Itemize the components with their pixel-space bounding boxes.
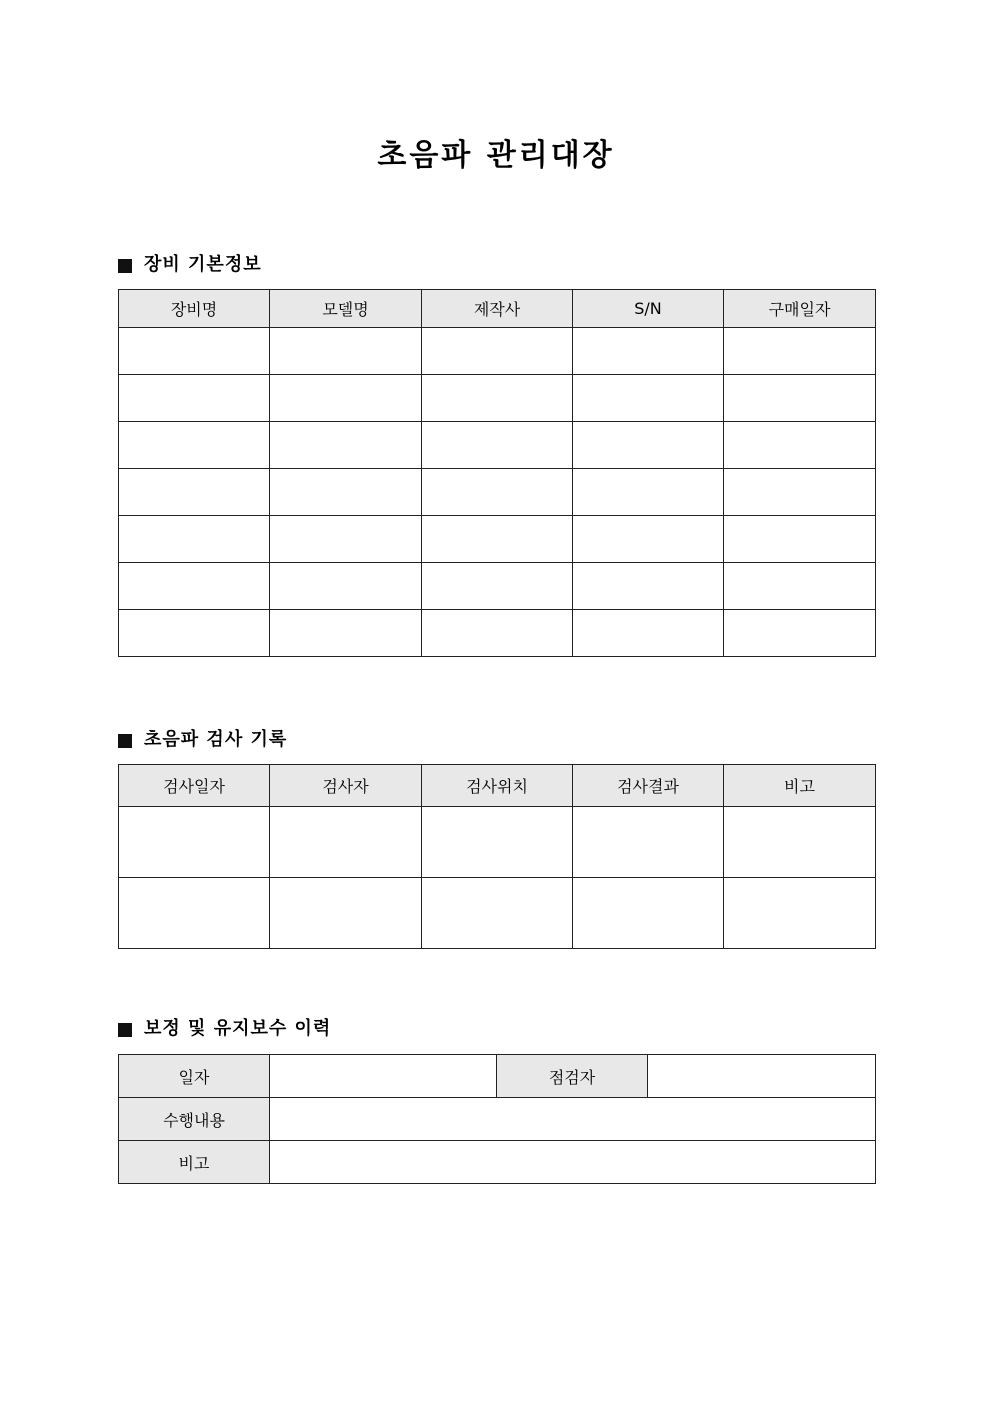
table-cell[interactable] [270, 610, 422, 657]
table-cell[interactable] [119, 878, 270, 949]
column-header-serial-number: S/N [573, 290, 724, 328]
column-header-inspection-result: 검사결과 [573, 765, 724, 807]
column-header-inspector: 검사자 [270, 765, 422, 807]
table-cell[interactable] [119, 807, 270, 878]
table-cell[interactable] [573, 610, 724, 657]
table-row [119, 328, 876, 375]
table-cell[interactable] [119, 516, 270, 563]
work-details-input-cell[interactable] [270, 1098, 876, 1141]
label-inspector: 점검자 [497, 1055, 648, 1098]
table-cell[interactable] [573, 516, 724, 563]
table-row [119, 610, 876, 657]
table-cell[interactable] [422, 563, 573, 610]
table-cell[interactable] [573, 807, 724, 878]
table-cell[interactable] [270, 516, 422, 563]
section-heading-maintenance [118, 1016, 331, 1042]
table-row [119, 375, 876, 422]
table-cell[interactable] [724, 516, 876, 563]
square-bullet-icon [118, 1023, 132, 1037]
table-cell[interactable] [119, 422, 270, 469]
table-cell[interactable] [270, 375, 422, 422]
table-cell[interactable] [270, 878, 422, 949]
table-cell[interactable] [573, 469, 724, 516]
remarks-input-cell[interactable] [270, 1141, 876, 1184]
table-cell[interactable] [119, 469, 270, 516]
table-cell[interactable] [573, 422, 724, 469]
section-heading-label: 초음파 검사 기록 [144, 729, 288, 750]
inspection-table [118, 764, 876, 949]
label-remarks: 비고 [119, 1141, 270, 1184]
table-cell[interactable] [422, 375, 573, 422]
table-row [119, 1141, 876, 1184]
section-heading-label: 장비 기본정보 [144, 254, 262, 275]
column-header-remarks: 비고 [724, 765, 876, 807]
table-cell[interactable] [270, 328, 422, 375]
table-cell[interactable] [119, 328, 270, 375]
table-cell[interactable] [724, 610, 876, 657]
table-cell[interactable] [573, 878, 724, 949]
section-heading-label: 보정 및 유지보수 이력 [144, 1018, 332, 1039]
table-header-row [119, 290, 876, 328]
table-cell[interactable] [119, 563, 270, 610]
page-title: 초음파 관리대장 [377, 138, 615, 173]
square-bullet-icon [118, 259, 132, 273]
table-cell[interactable] [573, 328, 724, 375]
label-date: 일자 [119, 1055, 270, 1098]
table-cell[interactable] [422, 807, 573, 878]
table-cell[interactable] [422, 878, 573, 949]
table-header-row [119, 765, 876, 807]
table-row [119, 469, 876, 516]
table-cell[interactable] [573, 563, 724, 610]
column-header-model-name: 모델명 [270, 290, 422, 328]
column-header-equipment-name: 장비명 [119, 290, 270, 328]
table-cell[interactable] [724, 878, 876, 949]
column-header-purchase-date: 구매일자 [724, 290, 876, 328]
table-cell[interactable] [422, 422, 573, 469]
maintenance-table [118, 1054, 876, 1184]
table-cell[interactable] [724, 469, 876, 516]
table-row [119, 563, 876, 610]
column-header-inspection-date: 검사일자 [119, 765, 270, 807]
table-cell[interactable] [724, 375, 876, 422]
table-cell[interactable] [573, 375, 724, 422]
square-bullet-icon [118, 734, 132, 748]
section-heading-inspection [118, 727, 287, 753]
section-heading-equipment [118, 252, 262, 278]
table-row [119, 422, 876, 469]
inspector-input-cell[interactable] [648, 1055, 876, 1098]
table-cell[interactable] [119, 375, 270, 422]
table-row [119, 516, 876, 563]
table-cell[interactable] [270, 807, 422, 878]
table-cell[interactable] [270, 469, 422, 516]
table-cell[interactable] [724, 563, 876, 610]
table-cell[interactable] [422, 610, 573, 657]
table-row [119, 807, 876, 878]
table-cell[interactable] [270, 563, 422, 610]
table-row [119, 1098, 876, 1141]
table-row [119, 878, 876, 949]
label-work-details: 수행내용 [119, 1098, 270, 1141]
date-input-cell[interactable] [270, 1055, 497, 1098]
table-cell[interactable] [422, 516, 573, 563]
column-header-inspection-location: 검사위치 [422, 765, 573, 807]
column-header-manufacturer: 제작사 [422, 290, 573, 328]
table-cell[interactable] [422, 469, 573, 516]
table-cell[interactable] [724, 422, 876, 469]
table-row [119, 1055, 876, 1098]
table-cell[interactable] [422, 328, 573, 375]
equipment-table [118, 289, 876, 657]
table-cell[interactable] [270, 422, 422, 469]
table-cell[interactable] [724, 807, 876, 878]
table-cell[interactable] [724, 328, 876, 375]
table-cell[interactable] [119, 610, 270, 657]
